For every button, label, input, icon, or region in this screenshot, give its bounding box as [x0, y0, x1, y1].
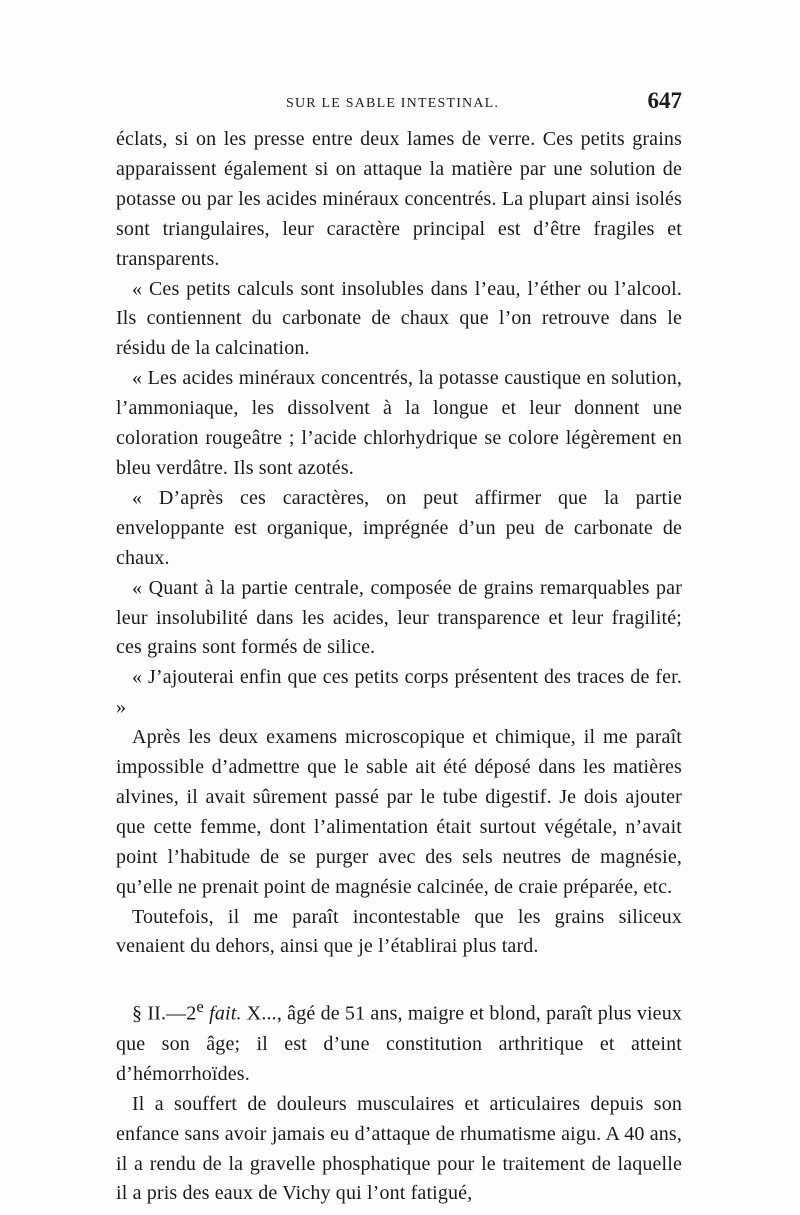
paragraph: Il a souffert de douleurs musculaires et articulaires depuis son enfance sans avoir jamais eu d’attaque de rhumatisme aigu. A 40 ans, il a rendu de la gravelle phosphatique pour le traitement de laquelle il a pris des eaux de Vichy qui l’ont fatigué, — [116, 1092, 682, 1205]
page-header — [116, 88, 682, 120]
paragraph: « J’ajouterai enfin que ces petits corps présentent des traces de fer. » — [116, 666, 682, 719]
paragraph: Après les deux examens microscopique et chimique, il me paraît impossible d’admettre que le sable ait été déposé dans les matières alvines, il avait sûrement passé par le tube digestif. Je dois ajouter que cette femme, dont l’alimentation était surtout végétale, n’avait point l’habitude de se purger avec des sels neutres de magnésie, qu’elle ne prenait point de magnésie calcinée, de craie préparée, etc. — [116, 726, 682, 898]
running-title: SUR LE SABLE INTESTINAL. — [286, 96, 500, 111]
section-italic-label: fait. — [209, 1003, 242, 1026]
paragraph: Toutefois, il me paraît incontestable que les grains siliceux venaient du dehors, ainsi que je l’établirai plus tard. — [116, 905, 682, 958]
page-number: 647 — [647, 88, 682, 113]
body-text — [116, 125, 682, 1209]
paragraph: « D’après ces caractères, on peut affirmer que la partie enveloppante est organique, imprégnée d’un peu de carbonate de chaux. — [116, 486, 682, 569]
section-marker: § II.—2 — [132, 1003, 197, 1026]
section-text: X..., âgé de 51 ans, maigre et blond, paraît plus vieux que son âge; il est d’une constitution arthritique et atteint d’hémorrhoïdes. — [116, 1003, 683, 1085]
paragraph: « Quant à la partie centrale, composée de grains remarquables par leur insolubilité dans les acides, leur transparence et leur fragilité; ces grains sont formés de silice. — [116, 576, 682, 659]
paragraph: « Les acides minéraux concentrés, la potasse caustique en solution, l’ammoniaque, les dissolvent à la longue et leur donnent une coloration rougeâtre ; l’acide chlorhydrique se colore légèrement en bleu verdâtre. Ils sont azotés. — [116, 367, 682, 479]
section-ordinal-suffix: e — [196, 997, 204, 1017]
paragraph: éclats, si on les presse entre deux lames de verre. Ces petits grains apparaissent également si on attaque la matière par une solution de potasse ou par les acides minéraux concentrés. La plupart ainsi isolés sont triangulaires, leur caractère principal est d’être fragiles et transparents. — [116, 128, 682, 270]
section-heading-paragraph — [116, 992, 682, 1089]
paragraph: « Ces petits calculs sont insolubles dans l’eau, l’éther ou l’alcool. Ils contiennent du carbonate de chaux que l’on retrouve dans le résidu de la calcination. — [116, 277, 682, 360]
